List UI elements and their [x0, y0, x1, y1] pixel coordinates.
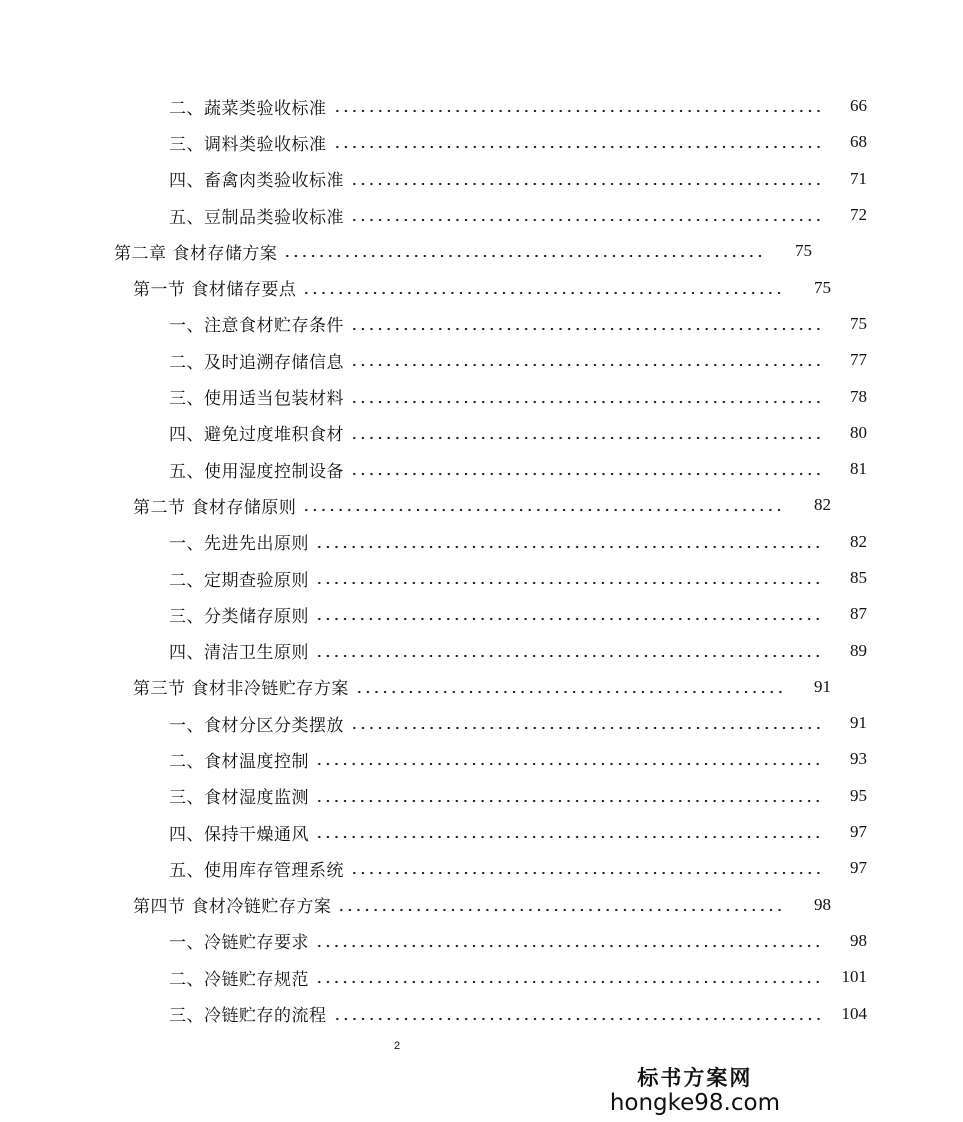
toc-entry[interactable] — [0, 161, 963, 197]
toc-entry-title: 二、冷链贮存规范 — [169, 969, 309, 990]
toc-entry[interactable] — [0, 850, 963, 886]
toc-entry[interactable] — [0, 596, 963, 632]
toc-entry-page: 82 — [850, 531, 867, 551]
toc-entry-page: 85 — [850, 568, 867, 587]
toc-entry-page: 68 — [850, 132, 867, 152]
watermark — [610, 1066, 780, 1116]
toc-entry[interactable] — [0, 197, 963, 233]
toc-entry-title: 三、冷链贮存的流程 — [169, 1006, 327, 1027]
dot-leader — [350, 215, 821, 225]
toc-entry-page: 75 — [850, 313, 867, 333]
toc-entry-title: 三、调料类验收标准 — [169, 134, 327, 155]
dot-leader — [315, 542, 821, 552]
toc-entry[interactable] — [0, 959, 963, 995]
dot-leader — [333, 142, 822, 152]
toc-entry-title: 五、豆制品类验收标准 — [169, 207, 344, 228]
toc-entry-page: 97 — [850, 858, 867, 878]
toc-entry[interactable] — [0, 995, 963, 1031]
toc-entry[interactable] — [0, 124, 963, 160]
dot-leader — [337, 905, 785, 915]
dot-leader — [350, 397, 821, 407]
toc-entry-title: 四、畜禽肉类验收标准 — [169, 171, 344, 192]
dot-leader — [333, 1014, 822, 1024]
toc-entry-page: 75 — [795, 241, 812, 261]
toc-entry[interactable] — [0, 342, 963, 378]
toc-entry-page: 93 — [850, 749, 867, 769]
toc-entry-page: 87 — [850, 604, 867, 624]
toc-entry[interactable] — [0, 378, 963, 414]
toc-entry-page: 81 — [850, 459, 867, 479]
toc-entry-page: 75 — [814, 277, 831, 297]
toc-entry[interactable] — [0, 778, 963, 814]
toc-entry-page: 66 — [850, 96, 867, 116]
toc-entry-title: 二、及时追溯存储信息 — [169, 352, 344, 373]
toc-entry[interactable] — [0, 415, 963, 451]
dot-leader — [315, 941, 821, 951]
toc-entry-title: 四、避免过度堆积食材 — [169, 425, 344, 446]
dot-leader — [315, 796, 821, 806]
toc-entry[interactable] — [0, 705, 963, 741]
toc-entry-page: 72 — [850, 205, 867, 225]
toc-entry-title: 三、食材湿度监测 — [169, 788, 309, 809]
toc-entry-page: 82 — [814, 495, 831, 515]
toc-section-entry[interactable] — [0, 887, 927, 923]
dot-leader — [302, 288, 785, 298]
toc-entry[interactable] — [0, 814, 963, 850]
toc-entry-title: 四、保持干燥通风 — [169, 824, 309, 845]
toc-entry-title: 第一节 食材储存要点 — [133, 280, 297, 301]
toc-entry[interactable] — [0, 923, 963, 959]
toc-entry-page: 95 — [850, 785, 867, 805]
toc-entry-title: 二、食材温度控制 — [169, 751, 309, 772]
dot-leader — [315, 651, 821, 661]
toc-entry-page: 98 — [814, 894, 831, 914]
toc-entry-page: 77 — [850, 350, 867, 370]
toc-entry[interactable] — [0, 741, 963, 777]
dot-leader — [350, 868, 821, 878]
toc-entry-title: 四、清洁卫生原则 — [169, 643, 309, 664]
watermark-url: hongke98.com — [609, 1090, 780, 1116]
toc-section-entry[interactable] — [0, 487, 927, 523]
toc-entry-page: 98 — [850, 930, 867, 950]
page-number: 2 — [393, 1040, 401, 1052]
dot-leader — [350, 360, 821, 370]
toc-entry-title: 五、使用库存管理系统 — [169, 860, 344, 881]
toc-entry-page: 91 — [850, 713, 867, 733]
dot-leader — [315, 977, 821, 987]
toc-entry-page: 101 — [841, 967, 867, 987]
toc-entry-page: 80 — [850, 422, 867, 442]
dot-leader — [355, 687, 785, 697]
watermark-title: 标书方案网 — [637, 1066, 753, 1090]
toc-entry-title: 一、注意食材贮存条件 — [169, 316, 344, 337]
dot-leader — [333, 106, 822, 116]
dot-leader — [350, 179, 821, 189]
dot-leader — [315, 832, 821, 842]
table-of-contents — [0, 88, 867, 1032]
dot-leader — [350, 469, 821, 479]
toc-entry-title: 一、冷链贮存要求 — [169, 933, 309, 954]
toc-entry[interactable] — [0, 451, 963, 487]
toc-section-entry[interactable] — [0, 669, 927, 705]
dot-leader — [350, 433, 821, 443]
toc-entry-title: 三、使用适当包装材料 — [169, 389, 344, 410]
dot-leader — [283, 251, 766, 261]
toc-entry-title: 第二节 食材存储原则 — [133, 497, 297, 518]
toc-entry-title: 二、蔬菜类验收标准 — [169, 98, 327, 119]
dot-leader — [315, 759, 821, 769]
toc-entry[interactable] — [0, 632, 963, 668]
toc-entry-title: 第四节 食材冷链贮存方案 — [133, 897, 332, 918]
toc-entry[interactable] — [0, 88, 963, 124]
dot-leader — [350, 723, 821, 733]
toc-entry-title: 五、使用湿度控制设备 — [169, 461, 344, 482]
toc-entry[interactable] — [0, 560, 963, 596]
dot-leader — [315, 614, 821, 624]
toc-entry-title: 二、定期查验原则 — [169, 570, 309, 591]
toc-entry-title: 第三节 食材非冷链贮存方案 — [133, 679, 349, 700]
toc-entry-page: 71 — [850, 168, 867, 188]
toc-entry-page: 78 — [850, 386, 867, 406]
toc-entry-title: 第二章 食材存储方案 — [114, 243, 278, 264]
toc-entry-page: 89 — [850, 640, 867, 660]
toc-section-entry[interactable] — [0, 269, 927, 305]
toc-entry[interactable] — [0, 306, 963, 342]
toc-entry-page: 97 — [850, 822, 867, 842]
toc-entry-title: 一、食材分区分类摆放 — [169, 715, 344, 736]
toc-entry-page: 91 — [814, 676, 831, 696]
toc-entry[interactable] — [0, 524, 963, 560]
dot-leader — [315, 578, 821, 588]
dot-leader — [350, 324, 821, 334]
toc-entry-page: 104 — [841, 1003, 867, 1023]
toc-entry-title: 三、分类储存原则 — [169, 606, 309, 627]
dot-leader — [302, 505, 785, 515]
toc-entry-title: 一、先进先出原则 — [169, 534, 309, 555]
toc-chapter-entry[interactable] — [0, 233, 908, 269]
